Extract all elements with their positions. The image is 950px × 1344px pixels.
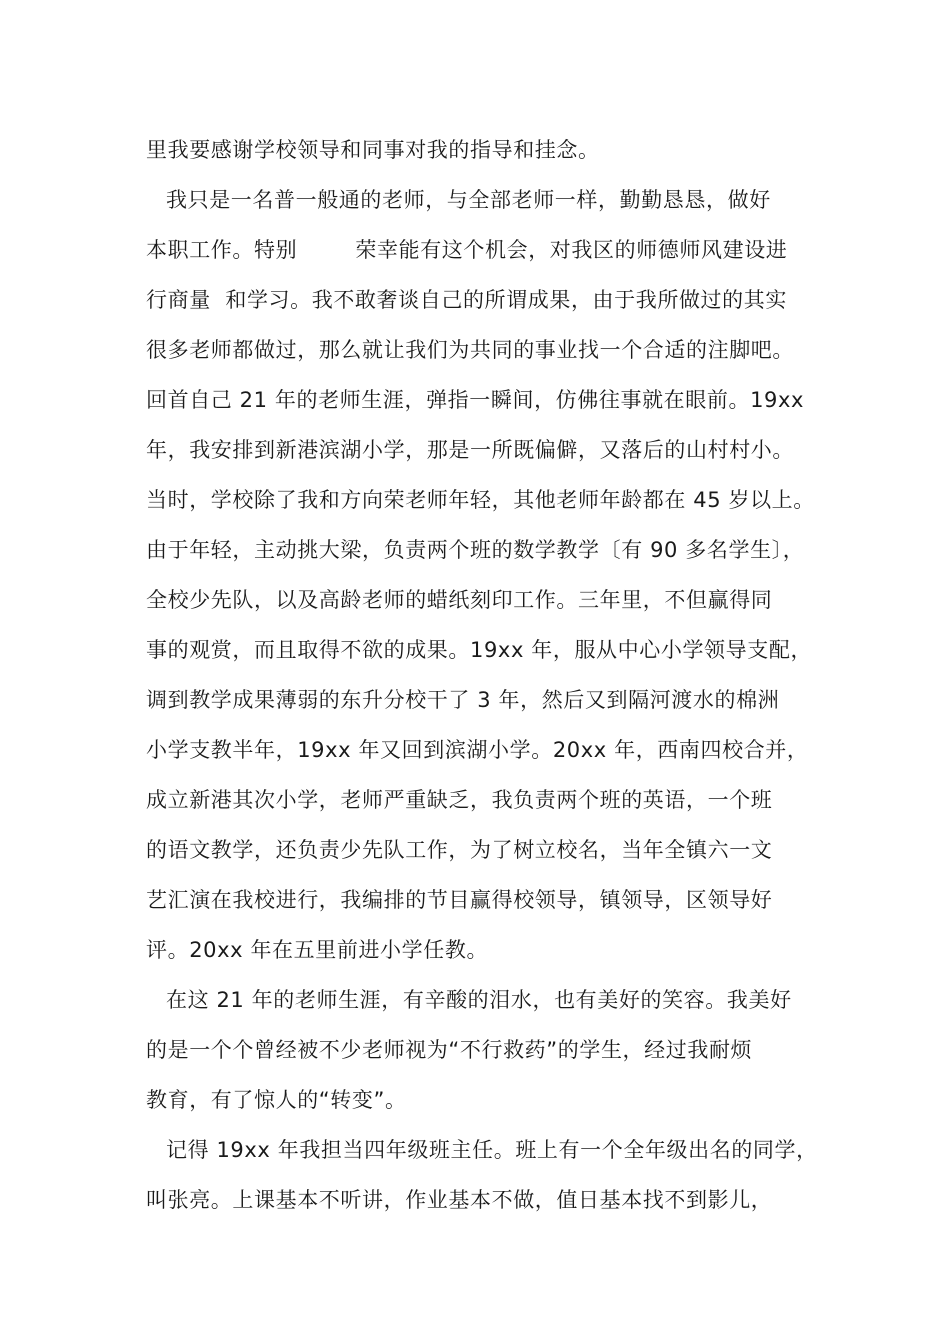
text-line-15: 的语文教学，还负责少先队工作，为了树立校名，当年全镇六一文 <box>146 838 773 862</box>
text-line-10: 全校少先队，以及高龄老师的蜡纸刻印工作。三年里，不但赢得同 <box>146 588 773 612</box>
text-line-14: 成立新港其次小学，老师严重缺乏，我负责两个班的英语，一个班 <box>146 788 773 812</box>
text-line-8: 当时，学校除了我和方向荣老师年轻，其他老师年龄都在 45 岁以上。 <box>146 488 815 512</box>
text-line-9: 由于年轻，主动挑大梁，负责两个班的数学教学〔有 90 多名学生〕， <box>146 538 805 562</box>
text-line-1: 里我要感谢学校领导和同事对我的指导和挂念。 <box>146 138 600 162</box>
text-line-4: 行商量 和学习。我不敢奢谈自己的所谓成果，由于我所做过的其实 <box>146 288 787 312</box>
text-line-19: 的是一个个曾经被不少老师视为“不行救药”的学生，经过我耐烦 <box>146 1038 753 1062</box>
text-line-22: 叫张亮。上课基本不听讲，作业基本不做，值日基本找不到影儿， <box>146 1188 773 1212</box>
text-line-3: 本职工作。特别 荣幸能有这个机会，对我区的师德师风建设进 <box>146 238 788 262</box>
text-line-2: 我只是一名普一般通的老师，与全部老师一样，勤勤恳恳，做好 <box>166 188 771 212</box>
text-line-20: 教育，有了惊人的“转变”。 <box>146 1088 407 1112</box>
text-line-6: 回首自己 21 年的老师生涯，弹指一瞬间，仿佛往事就在眼前。19xx <box>146 388 805 412</box>
text-line-13: 小学支教半年，19xx 年又回到滨湖小学。20xx 年，西南四校合并， <box>146 738 809 762</box>
text-line-5: 很多老师都做过，那么就让我们为共同的事业找一个合适的注脚吧。 <box>146 338 794 362</box>
text-line-7: 年，我安排到新港滨湖小学，那是一所既偏僻，又落后的山村村小。 <box>146 438 794 462</box>
text-line-11: 事的观赏，而且取得不欲的成果。19xx 年，服从中心小学领导支配， <box>146 638 813 662</box>
text-line-12: 调到教学成果薄弱的东升分校干了 3 年，然后又到隔河渡水的棉洲 <box>146 688 780 712</box>
text-line-21: 记得 19xx 年我担当四年级班主任。班上有一个全年级出名的同学， <box>166 1138 818 1162</box>
text-line-18: 在这 21 年的老师生涯，有辛酸的泪水，也有美好的笑容。我美好 <box>166 988 792 1012</box>
text-line-16: 艺汇演在我校进行，我编排的节目赢得校领导，镇领导，区领导好 <box>146 888 773 912</box>
text-line-17: 评。20xx 年在五里前进小学任教。 <box>146 938 489 962</box>
